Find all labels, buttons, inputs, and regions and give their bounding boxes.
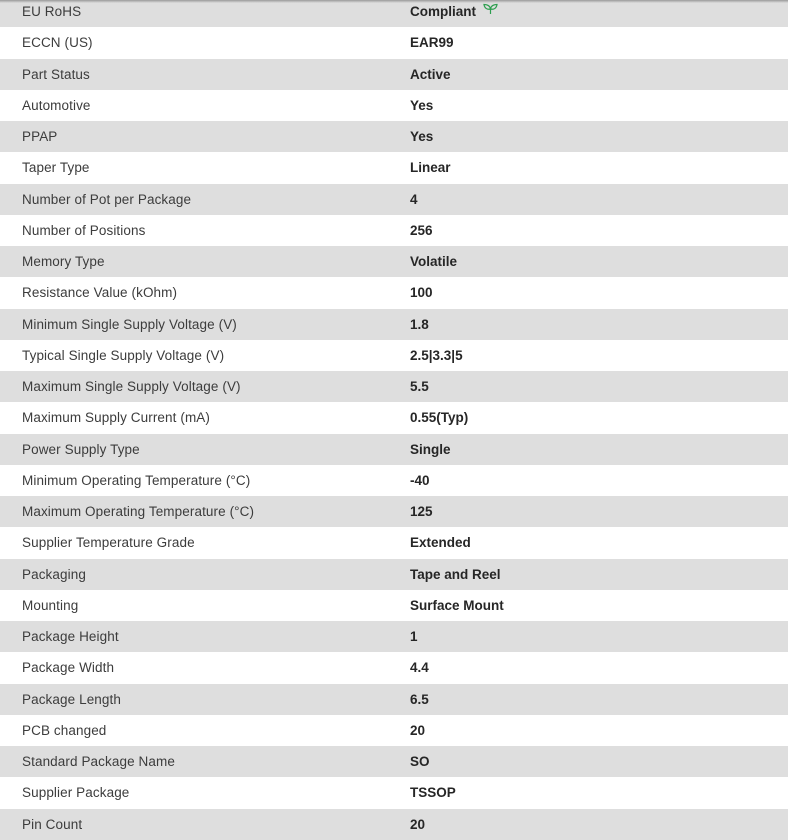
- spec-row-memory-type: [0, 246, 788, 277]
- spec-value: [410, 0, 788, 27]
- spec-row-power-supply-type: [0, 434, 788, 465]
- spec-label: Resistance Value (kOhm): [0, 277, 410, 308]
- spec-label: Package Width: [0, 652, 410, 683]
- spec-value: Volatile: [410, 246, 788, 277]
- spec-label: Memory Type: [0, 246, 410, 277]
- spec-value: EAR99: [410, 27, 788, 58]
- spec-value: 20: [410, 715, 788, 746]
- spec-value: Single: [410, 434, 788, 465]
- spec-value: Surface Mount: [410, 590, 788, 621]
- spec-value: 100: [410, 277, 788, 308]
- spec-label: Number of Pot per Package: [0, 184, 410, 215]
- spec-row-resistance: [0, 277, 788, 308]
- spec-row-package-width: [0, 652, 788, 683]
- spec-label: Number of Positions: [0, 215, 410, 246]
- spec-row-part-status: [0, 59, 788, 90]
- spec-row-package-height: [0, 621, 788, 652]
- spec-row-typ-supply-voltage: [0, 340, 788, 371]
- spec-label: PCB changed: [0, 715, 410, 746]
- spec-row-min-supply-voltage: [0, 309, 788, 340]
- spec-value: -40: [410, 465, 788, 496]
- spec-row-automotive: [0, 90, 788, 121]
- spec-label: Maximum Supply Current (mA): [0, 402, 410, 433]
- spec-label: Typical Single Supply Voltage (V): [0, 340, 410, 371]
- spec-value: 5.5: [410, 371, 788, 402]
- spec-label: Supplier Temperature Grade: [0, 527, 410, 558]
- spec-value: 20: [410, 809, 788, 840]
- spec-row-temperature-grade: [0, 527, 788, 558]
- leaf-icon: [483, 0, 498, 27]
- spec-label: Pin Count: [0, 809, 410, 840]
- spec-row-pin-count: [0, 809, 788, 840]
- scroll-shadow: [0, 0, 788, 3]
- spec-row-packaging: [0, 559, 788, 590]
- spec-row-min-operating-temp: [0, 465, 788, 496]
- spec-row-eccn: [0, 27, 788, 58]
- spec-label: Mounting: [0, 590, 410, 621]
- spec-row-positions: [0, 215, 788, 246]
- spec-label: Power Supply Type: [0, 434, 410, 465]
- spec-value: Linear: [410, 152, 788, 183]
- spec-row-supplier-package: [0, 777, 788, 808]
- spec-value: TSSOP: [410, 777, 788, 808]
- spec-label: Package Length: [0, 684, 410, 715]
- spec-label: EU RoHS: [0, 0, 410, 27]
- spec-row-ppap: [0, 121, 788, 152]
- spec-label: Maximum Single Supply Voltage (V): [0, 371, 410, 402]
- spec-label: Automotive: [0, 90, 410, 121]
- spec-row-taper-type: [0, 152, 788, 183]
- spec-value: 4.4: [410, 652, 788, 683]
- spec-value: Yes: [410, 121, 788, 152]
- spec-row-max-supply-current: [0, 402, 788, 433]
- spec-value: 4: [410, 184, 788, 215]
- spec-value: Active: [410, 59, 788, 90]
- spec-value: SO: [410, 746, 788, 777]
- spec-row-eu-rohs: [0, 0, 788, 27]
- spec-value: Yes: [410, 90, 788, 121]
- spec-label: Minimum Operating Temperature (°C): [0, 465, 410, 496]
- spec-value: Extended: [410, 527, 788, 558]
- spec-row-package-length: [0, 684, 788, 715]
- spec-label: Packaging: [0, 559, 410, 590]
- spec-label: Part Status: [0, 59, 410, 90]
- spec-row-pots-per-package: [0, 184, 788, 215]
- spec-row-pcb-changed: [0, 715, 788, 746]
- spec-label: Minimum Single Supply Voltage (V): [0, 309, 410, 340]
- spec-value: 1.8: [410, 309, 788, 340]
- spec-label: PPAP: [0, 121, 410, 152]
- spec-label: Maximum Operating Temperature (°C): [0, 496, 410, 527]
- spec-row-max-operating-temp: [0, 496, 788, 527]
- spec-value: 0.55(Typ): [410, 402, 788, 433]
- spec-value: Tape and Reel: [410, 559, 788, 590]
- spec-value: 125: [410, 496, 788, 527]
- spec-value-text: Compliant: [410, 4, 476, 19]
- spec-row-mounting: [0, 590, 788, 621]
- spec-label: ECCN (US): [0, 27, 410, 58]
- spec-label: Package Height: [0, 621, 410, 652]
- spec-row-max-supply-voltage: [0, 371, 788, 402]
- spec-row-standard-package-name: [0, 746, 788, 777]
- spec-label: Standard Package Name: [0, 746, 410, 777]
- spec-label: Taper Type: [0, 152, 410, 183]
- spec-value: 1: [410, 621, 788, 652]
- spec-value: 6.5: [410, 684, 788, 715]
- spec-label: Supplier Package: [0, 777, 410, 808]
- spec-value: 256: [410, 215, 788, 246]
- spec-value: 2.5|3.3|5: [410, 340, 788, 371]
